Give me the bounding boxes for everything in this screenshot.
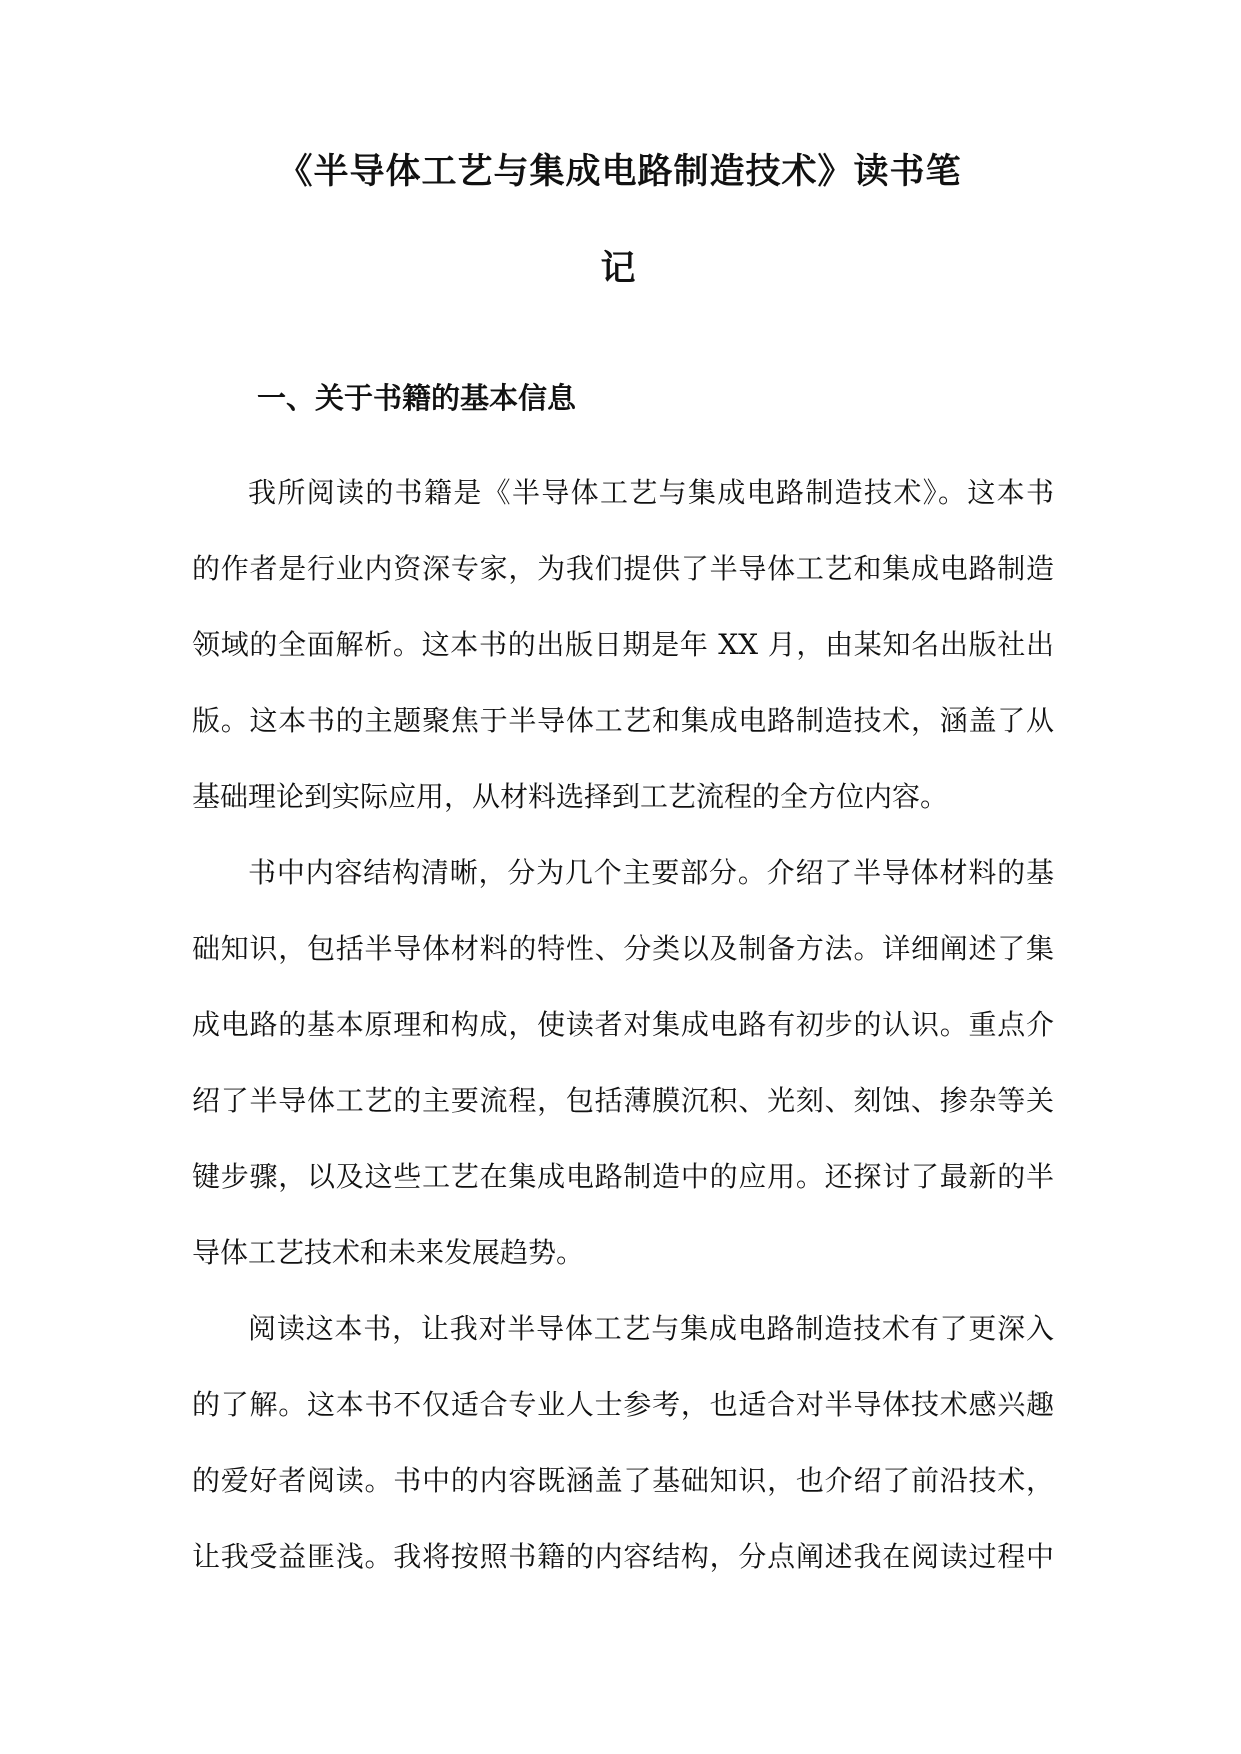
paragraph-line: 我所阅读的书籍是《半导体工艺与集成电路制造技术》。这本书 <box>248 476 1054 509</box>
paragraph-line: 导体工艺技术和未来发展趋势。 <box>192 1236 585 1269</box>
paragraph-line: 阅读这本书，让我对半导体工艺与集成电路制造技术有了更深入 <box>248 1312 1054 1345</box>
paragraph-line: 让我受益匪浅。我将按照书籍的内容结构，分点阐述我在阅读过程中 <box>192 1540 1054 1573</box>
paragraph-line: 版。这本书的主题聚焦于半导体工艺和集成电路制造技术，涵盖了从 <box>192 704 1054 737</box>
section-heading: 一、关于书籍的基本信息 <box>257 381 577 415</box>
paragraph-line: 基础理论到实际应用，从材料选择到工艺流程的全方位内容。 <box>192 780 949 813</box>
paragraph-line: 的作者是行业内资深专家，为我们提供了半导体工艺和集成电路制造 <box>192 552 1054 585</box>
paragraph-3 <box>192 1291 1054 1595</box>
paragraph-line: 的爱好者阅读。书中的内容既涵盖了基础知识，也介绍了前沿技术， <box>192 1464 1054 1497</box>
paragraph-line: 键步骤，以及这些工艺在集成电路制造中的应用。还探讨了最新的半 <box>192 1160 1054 1193</box>
body-text <box>192 455 1054 1595</box>
paragraph-2 <box>192 835 1054 1291</box>
paragraph-1 <box>192 455 1054 835</box>
document-title-line-1: 《半导体工艺与集成电路制造技术》读书笔 <box>277 152 962 192</box>
paragraph-line: 成电路的基本原理和构成，使读者对集成电路有初步的认识。重点介 <box>192 1008 1054 1041</box>
paragraph-line: 书中内容结构清晰，分为几个主要部分。介绍了半导体材料的基 <box>248 856 1054 889</box>
paragraph-line: 础知识，包括半导体材料的特性、分类以及制备方法。详细阐述了集 <box>192 932 1054 965</box>
paragraph-line: 绍了半导体工艺的主要流程，包括薄膜沉积、光刻、刻蚀、掺杂等关 <box>192 1084 1054 1117</box>
document-title-line-2: 记 <box>600 249 637 289</box>
paragraph-line: 的了解。这本书不仅适合专业人士参考，也适合对半导体技术感兴趣 <box>192 1388 1054 1421</box>
paragraph-line: 领域的全面解析。这本书的出版日期是年 XX 月，由某知名出版社出 <box>192 628 1054 661</box>
